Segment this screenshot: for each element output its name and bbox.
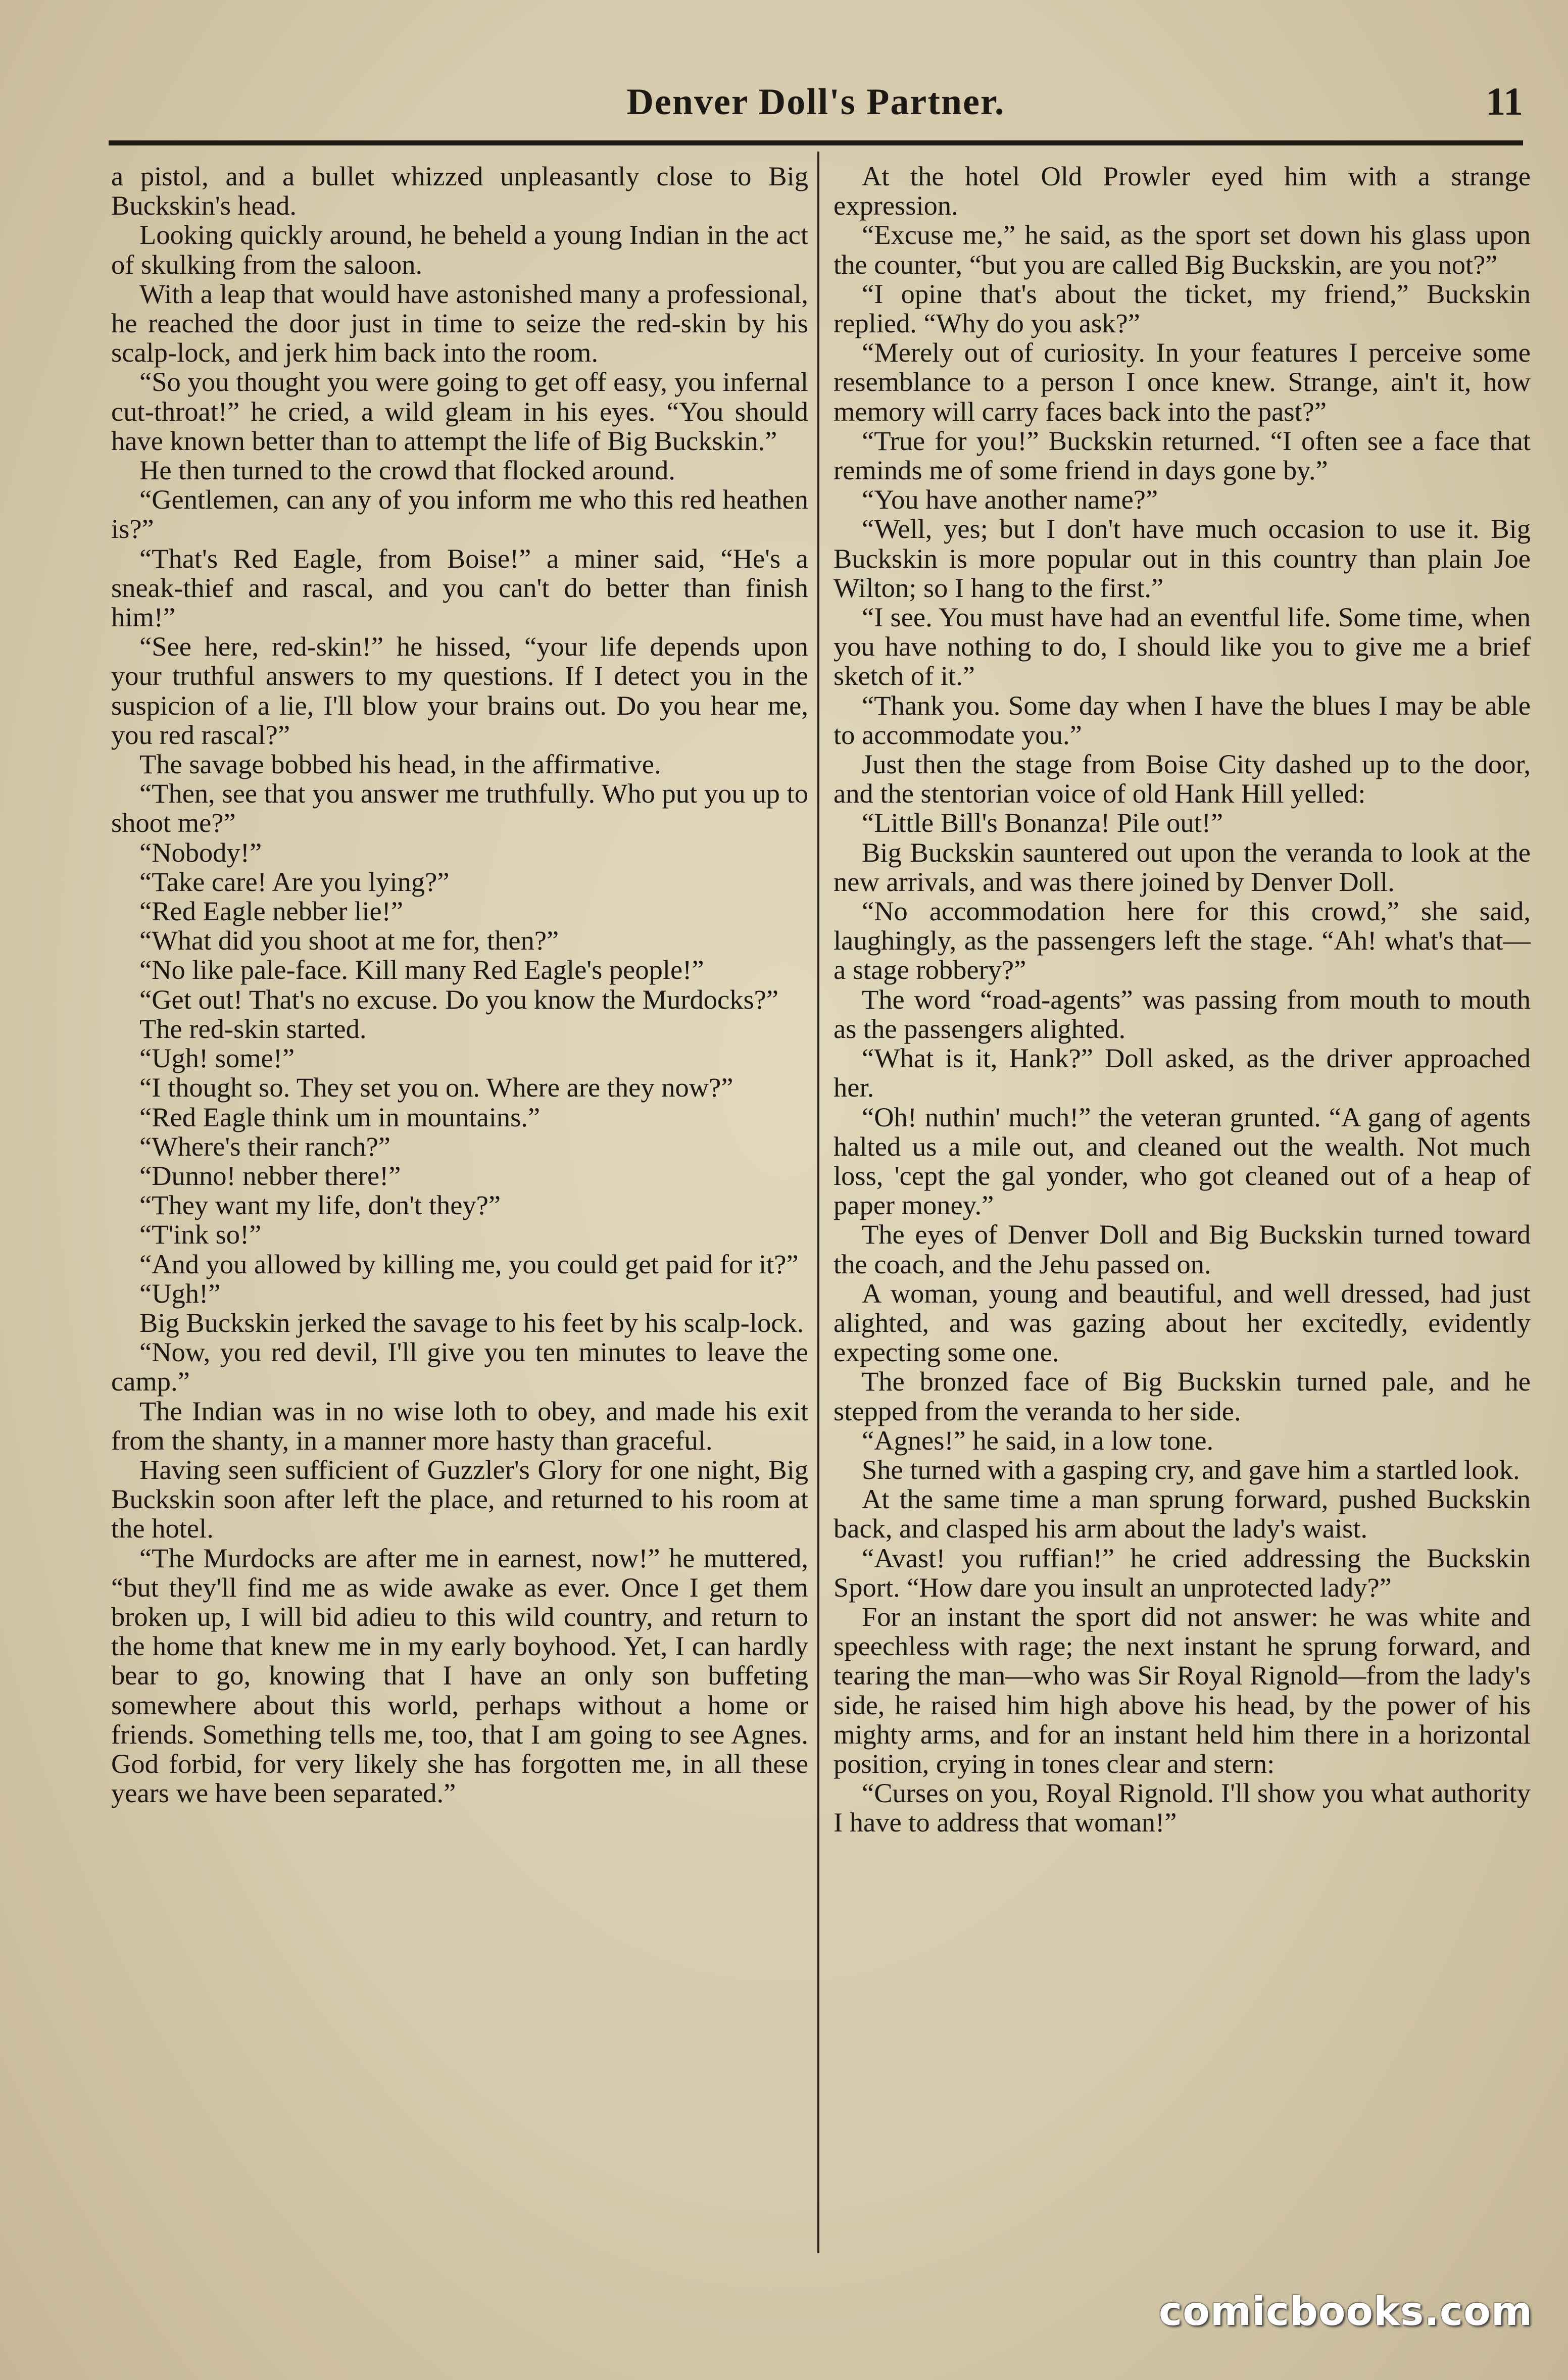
paragraph: “Little Bill's Bonanza! Pile out!” (862, 807, 1223, 838)
paragraph: Just then the stage from Boise City dashed up to the door, and the stentorian voice of old Hank Hill yelled: (834, 749, 1531, 809)
paragraph: “True for you!” Buckskin returned. “I often see a face that reminds me of some friend in days gone by.” (834, 425, 1531, 486)
paragraph: For an instant the sport did not answer: he was white and speechless with rage; the next instant he sprung forward, and tearing the man—who was Sir Royal Rignold—from the lady's side, he raised him high above his head, by the power of his mighty arms, and for an instant held him there in a horizontal position, crying in tones clear and stern: (834, 1601, 1531, 1779)
paragraph: “Take care! Are you lying?” (139, 866, 450, 897)
paragraph: The Indian was in no wise loth to obey, and made his exit from the shanty, in a manner more hasty than graceful. (111, 1395, 808, 1456)
paragraph: “Curses on you, Royal Rignold. I'll show you what authority I have to address that woman!” (834, 1777, 1531, 1838)
paragraph: “That's Red Eagle, from Boise!” a miner said, “He's a sneak-thief and rascal, and you can't do better than finish him!” (111, 542, 808, 633)
paragraph: “No accommodation here for this crowd,” she said, laughingly, as the passengers left the stage. “Ah! what's that—a stage robbery?” (834, 896, 1531, 985)
paragraph: “Ugh! some!” (139, 1043, 295, 1074)
page-number: 11 (1486, 79, 1523, 123)
paragraph: A woman, young and beautiful, and well dressed, had just alighted, and was gazing about her excitedly, evidently expecting some one. (834, 1277, 1531, 1368)
paragraph: “I see. You must have had an eventful life. Some time, when you have nothing to do, I should like you to give me a brief sketch of it.” (834, 602, 1531, 691)
paragraph: “Get out! That's no excuse. Do you know the Murdocks?” (139, 983, 779, 1015)
paragraph: “Excuse me,” he said, as the sport set down his glass upon the counter, “but you are called Big Buckskin, are you not?” (834, 219, 1531, 280)
paragraph: “Now, you red devil, I'll give you ten minutes to leave the camp.” (111, 1336, 808, 1397)
paragraph: The savage bobbed his head, in the affirmative. (139, 749, 661, 780)
paragraph: “The Murdocks are after me in earnest, now!” he muttered, “but they'll find me as wide awake as ever. Once I get them broken up, I will bid adieu to this wild country, and return to the home that knew me in my early boyhood. Yet, I can hardly bear to go, knowing that I have an only son buffeting somewhere about this world, perhaps without a home or friends. Something tells me, too, that I am going to see Agnes. God forbid, for very likely she has forgotten me, in all these years we have been separated.” (111, 1542, 808, 1809)
paragraph: “What did you shoot at me for, then?” (139, 925, 559, 956)
paragraph: “Red Eagle think um in mountains.” (139, 1101, 541, 1132)
right-column (834, 162, 1531, 2283)
paragraph: “Well, yes; but I don't have much occasion to use it. Big Buckskin is more popular out in this country than plain Joe Wilton; so I hang to the first.” (834, 513, 1531, 603)
paragraph: Looking quickly around, he beheld a young Indian in the act of skulking from the saloon. (111, 219, 808, 280)
left-column (111, 162, 808, 2283)
paragraph: She turned with a gasping cry, and gave him a startled look. (862, 1454, 1520, 1485)
paragraph: Having seen sufficient of Guzzler's Glory for one night, Big Buckskin soon after left the place, and returned to his room at the hotel. (111, 1454, 808, 1544)
paragraph: At the same time a man sprung forward, pushed Buckskin back, and clasped his arm about the lady's waist. (834, 1483, 1531, 1544)
paragraph: “No like pale-face. Kill many Red Eagle's people!” (139, 954, 704, 985)
paragraph: The eyes of Denver Doll and Big Buckskin turned toward the coach, and the Jehu passed on. (834, 1219, 1531, 1279)
paragraph: “They want my life, don't they?” (139, 1189, 501, 1221)
paragraph: “Thank you. Some day when I have the blues I may be able to accommodate you.” (834, 689, 1531, 750)
paragraph: “What is it, Hank?” Doll asked, as the driver approached her. (834, 1043, 1531, 1103)
paragraph: Big Buckskin sauntered out upon the veranda to look at the new arrivals, and was there joined by Denver Doll. (834, 836, 1531, 897)
paragraph: a pistol, and a bullet whizzed unpleasantly close to Big Buckskin's head. (111, 162, 808, 221)
paragraph: “Merely out of curiosity. In your features I perceive some resemblance to a person I once knew. Strange, ain't it, how memory will carry faces back into the past?” (834, 337, 1531, 427)
paragraph: The word “road-agents” was passing from mouth to mouth as the passengers alighted. (834, 983, 1531, 1044)
paragraph: “So you thought you were going to get off easy, you infernal cut-throat!” he cried, a wild gleam in his eyes. “You should have known better than to attempt the life of Big Buckskin.” (111, 366, 808, 456)
paragraph: “Oh! nuthin' much!” the veteran grunted. “A gang of agents halted us a mile out, and cleaned out the wealth. Not much loss, 'cept the gal yonder, who got cleaned out of a heap of paper money.” (834, 1101, 1531, 1221)
paragraph: “And you allowed by killing me, you could get paid for it?” (139, 1248, 799, 1279)
column-divider (817, 152, 819, 2253)
paragraph: “Then, see that you answer me truthfully. Who put you up to shoot me?” (111, 778, 808, 838)
paragraph: “See here, red-skin!” he hissed, “your life depends upon your truthful answers to my questions. If I detect you in the suspicion of a lie, I'll blow your brains out. Do you hear me, you red rascal?” (111, 631, 808, 750)
page-title: Denver Doll's Partner. (626, 81, 1005, 123)
paragraph: He then turned to the crowd that flocked around. (139, 455, 675, 486)
paragraph: “Dunno! nebber there!” (139, 1160, 401, 1191)
site-watermark: comicbooks.com (1158, 2289, 1533, 2335)
paragraph: “Avast! you ruffian!” he cried addressing the Buckskin Sport. “How dare you insult an unprotected lady?” (834, 1542, 1531, 1603)
paragraph: Big Buckskin jerked the savage to his feet by his scalp-lock. (139, 1307, 804, 1338)
paragraph: At the hotel Old Prowler eyed him with a strange expression. (834, 162, 1531, 221)
paragraph: “You have another name?” (862, 484, 1158, 515)
paragraph: “Nobody!” (139, 836, 262, 868)
paragraph: With a leap that would have astonished many a professional, he reached the door just in time to seize the red-skin by his scalp-lock, and jerk him back into the room. (111, 278, 808, 368)
paragraph: “I opine that's about the ticket, my friend,” Buckskin replied. “Why do you ask?” (834, 278, 1531, 339)
paragraph: “Where's their ranch?” (139, 1130, 390, 1162)
paragraph: “Agnes!” he said, in a low tone. (862, 1424, 1214, 1456)
paragraph: “Ugh!” (139, 1277, 221, 1309)
paragraph: “I thought so. They set you on. Where are they now?” (139, 1072, 733, 1103)
paragraph: “Red Eagle nebber lie!” (139, 896, 404, 927)
paragraph: “Gentlemen, can any of you inform me who this red heathen is?” (111, 484, 808, 544)
running-header (109, 76, 1523, 131)
paragraph: The red-skin started. (139, 1013, 367, 1044)
paragraph: “T'ink so!” (139, 1219, 262, 1250)
paragraph: The bronzed face of Big Buckskin turned pale, and he stepped from the veranda to her side. (834, 1366, 1531, 1426)
header-rule (109, 140, 1523, 145)
